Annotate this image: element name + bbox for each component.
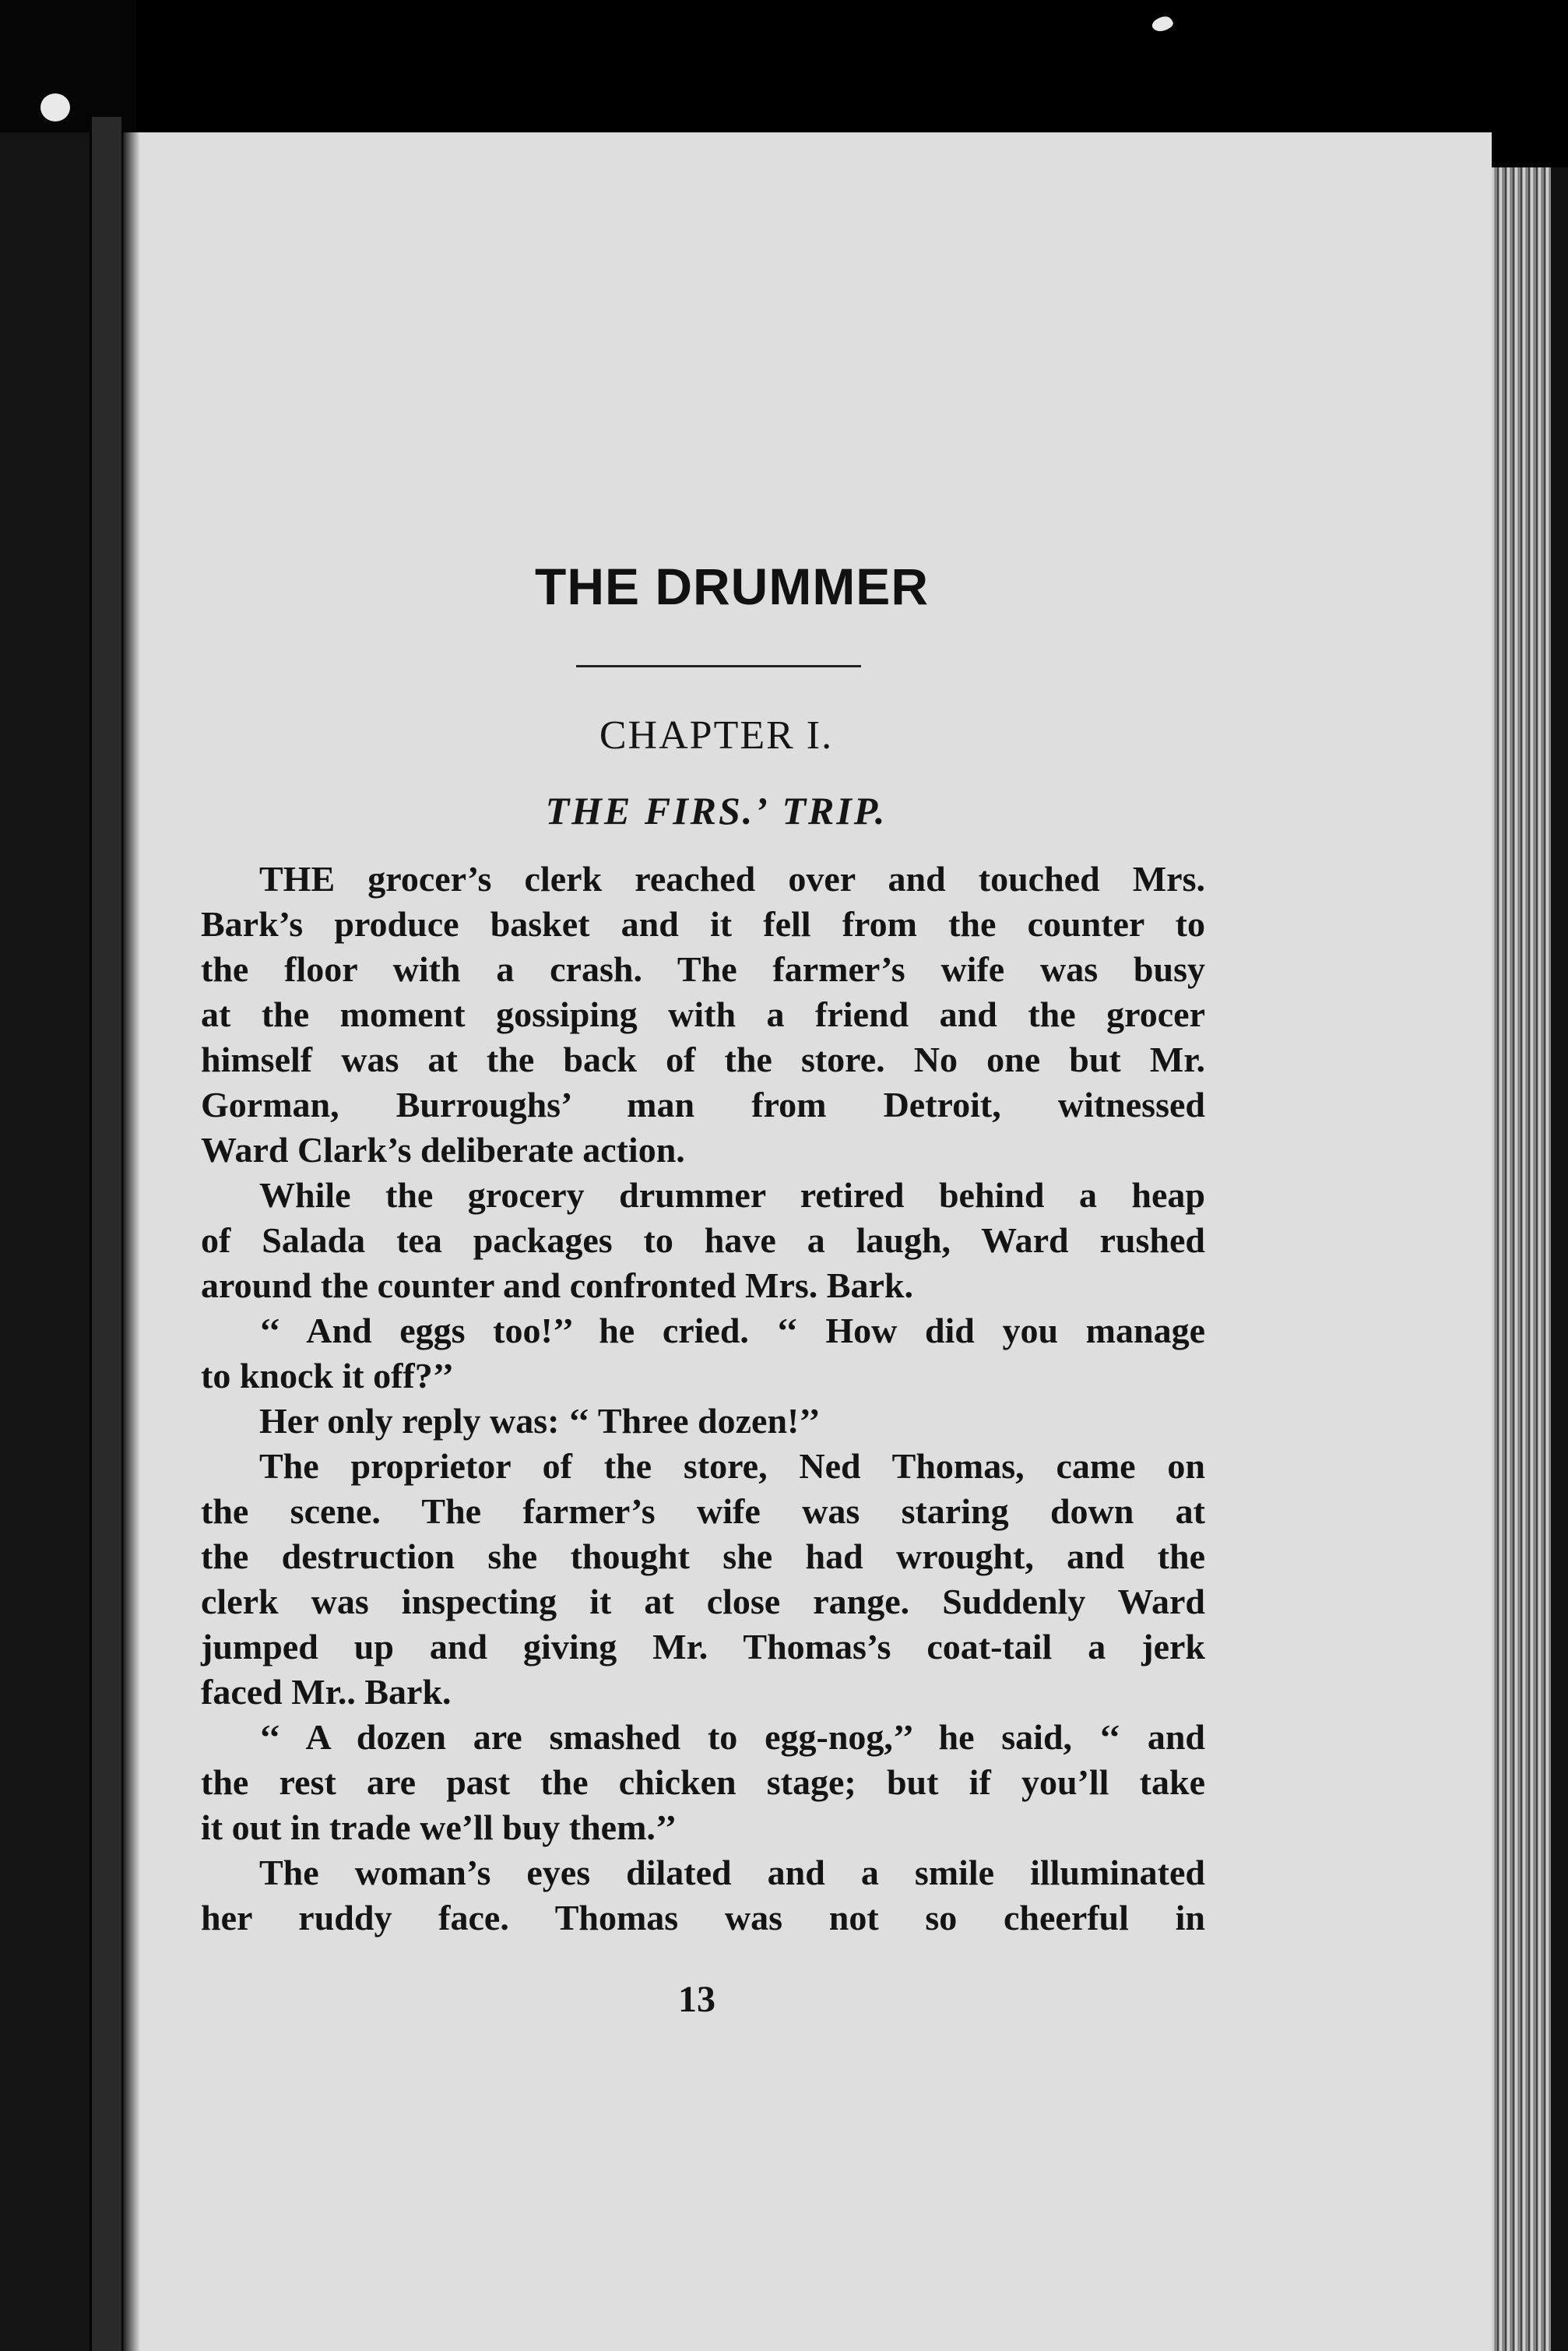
text-line: the floor with a crash. The farmer’s wife was busy <box>201 949 1205 989</box>
book-binding <box>92 117 121 2351</box>
chapter-heading: CHAPTER I. <box>599 713 834 758</box>
text-line: Ward Clark’s deliberate action. <box>201 1130 685 1170</box>
text-line: her ruddy face. Thomas was not so cheerful in <box>201 1898 1205 1937</box>
gutter-shadow <box>123 132 140 2351</box>
text-line: clerk was inspecting it at close range. Suddenly Ward <box>201 1582 1205 1621</box>
text-line: around the counter and confronted Mrs. Bark. <box>201 1265 913 1305</box>
text-line: ‘‘ A dozen are smashed to egg-nog,’’ he said, ‘‘ and <box>259 1717 1205 1757</box>
text-line: ‘‘ And eggs too!’’ he cried. ‘‘ How did you manage <box>259 1311 1205 1350</box>
paragraph <box>201 1850 1205 1941</box>
paragraph <box>201 857 1205 1173</box>
text-line: Gorman, Burroughs’ man from Detroit, witnessed <box>201 1085 1205 1124</box>
text-line: of Salada tea packages to have a laugh, Ward rushed <box>201 1220 1205 1260</box>
text-line: Her only reply was: ‘‘ Three dozen!’’ <box>259 1401 821 1441</box>
body-text <box>201 857 1205 1941</box>
text-line: faced Mr.. Bark. <box>201 1672 452 1712</box>
text-line: The proprietor of the store, Ned Thomas, came on <box>259 1446 1205 1486</box>
text-line: at the moment gossiping with a friend and the grocer <box>201 994 1205 1034</box>
text-line: the destruction she thought she had wrought, and the <box>201 1536 1205 1576</box>
text-line: jumped up and giving Mr. Thomas’s coat-tail a jerk <box>201 1627 1205 1666</box>
text-line: Bark’s produce basket and it fell from the counter to <box>201 904 1205 944</box>
paragraph <box>201 1444 1205 1715</box>
paragraph <box>201 1399 1205 1444</box>
scan-artifact-spot <box>40 93 70 121</box>
page-number: 13 <box>678 1979 715 2020</box>
paragraph <box>201 1308 1205 1399</box>
paragraph <box>201 1715 1205 1850</box>
book-title: THE DRUMMER <box>535 558 929 615</box>
text-line: to knock it off?’’ <box>201 1356 454 1395</box>
text-line: THE grocer’s clerk reached over and touched Mrs. <box>259 859 1205 899</box>
title-divider <box>576 665 861 667</box>
page-stack-edge-dark <box>1551 167 1568 2351</box>
text-line: The woman’s eyes dilated and a smile illuminated <box>259 1853 1205 1892</box>
scan-artifact-speck <box>1150 13 1175 36</box>
chapter-title: THE FIRS.ʼ TRIP. <box>545 789 888 832</box>
text-line: the scene. The farmer’s wife was staring down at <box>201 1491 1205 1531</box>
text-line: While the grocery drummer retired behind a heap <box>259 1175 1205 1215</box>
paragraph <box>201 1173 1205 1308</box>
text-line: the rest are past the chicken stage; but if you’ll take <box>201 1762 1205 1802</box>
text-line: himself was at the back of the store. No one but Mr. <box>201 1040 1205 1079</box>
text-line: it out in trade we’ll buy them.’’ <box>201 1807 677 1847</box>
previous-page-edge <box>0 132 90 2351</box>
